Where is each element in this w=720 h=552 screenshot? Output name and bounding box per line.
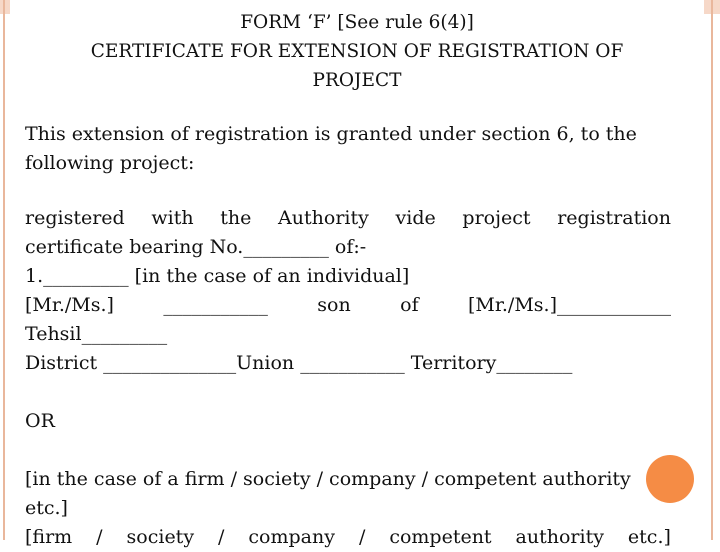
intro-line-2: following project: (25, 152, 195, 174)
word: Authority (278, 207, 369, 229)
slide (10, 0, 704, 548)
blank: ___________ (163, 294, 268, 316)
slide-left-border (3, 0, 5, 540)
word: authority (515, 526, 604, 548)
word: [Mr./Ms.] (25, 294, 114, 316)
intro-line-1: This extension of registration is granted under section 6, to the (25, 123, 637, 145)
word: competent (389, 526, 492, 548)
individual-line: 1._________ [in the case of an individual] (25, 265, 410, 287)
tehsil-line: Tehsil_________ (25, 323, 168, 345)
word: of (400, 294, 419, 316)
word: registered (25, 207, 125, 229)
word: with (151, 207, 194, 229)
word: / (218, 526, 225, 548)
word: son (317, 294, 351, 316)
mr-ms-line (25, 291, 671, 320)
word: society (126, 526, 195, 548)
word: registration (557, 207, 671, 229)
firm-line-3 (25, 523, 671, 552)
word: project (462, 207, 531, 229)
firm-line-2: etc.] (25, 497, 68, 519)
word: vide (395, 207, 436, 229)
word: [Mr./Ms.]____________ (468, 294, 671, 316)
or-separator: OR (25, 410, 55, 432)
slide-right-border (711, 0, 713, 540)
word: the (220, 207, 252, 229)
word: / (358, 526, 366, 548)
word: [firm (25, 526, 73, 548)
certificate-title-cont: PROJECT (312, 70, 402, 91)
form-title: FORM ‘F’ [See rule 6(4)] (240, 12, 474, 33)
word: etc.] (627, 526, 671, 548)
district-line: District ______________Union ___________ Territory________ (25, 352, 573, 374)
registered-line (25, 204, 671, 233)
certificate-number-line: certificate bearing No._________ of:- (25, 236, 367, 258)
word: company (248, 526, 335, 548)
certificate-title: CERTIFICATE FOR EXTENSION OF REGISTRATION OF (90, 41, 624, 62)
firm-line-1: [in the case of a firm / society / company / competent authority (25, 468, 631, 490)
word: / (96, 526, 103, 548)
